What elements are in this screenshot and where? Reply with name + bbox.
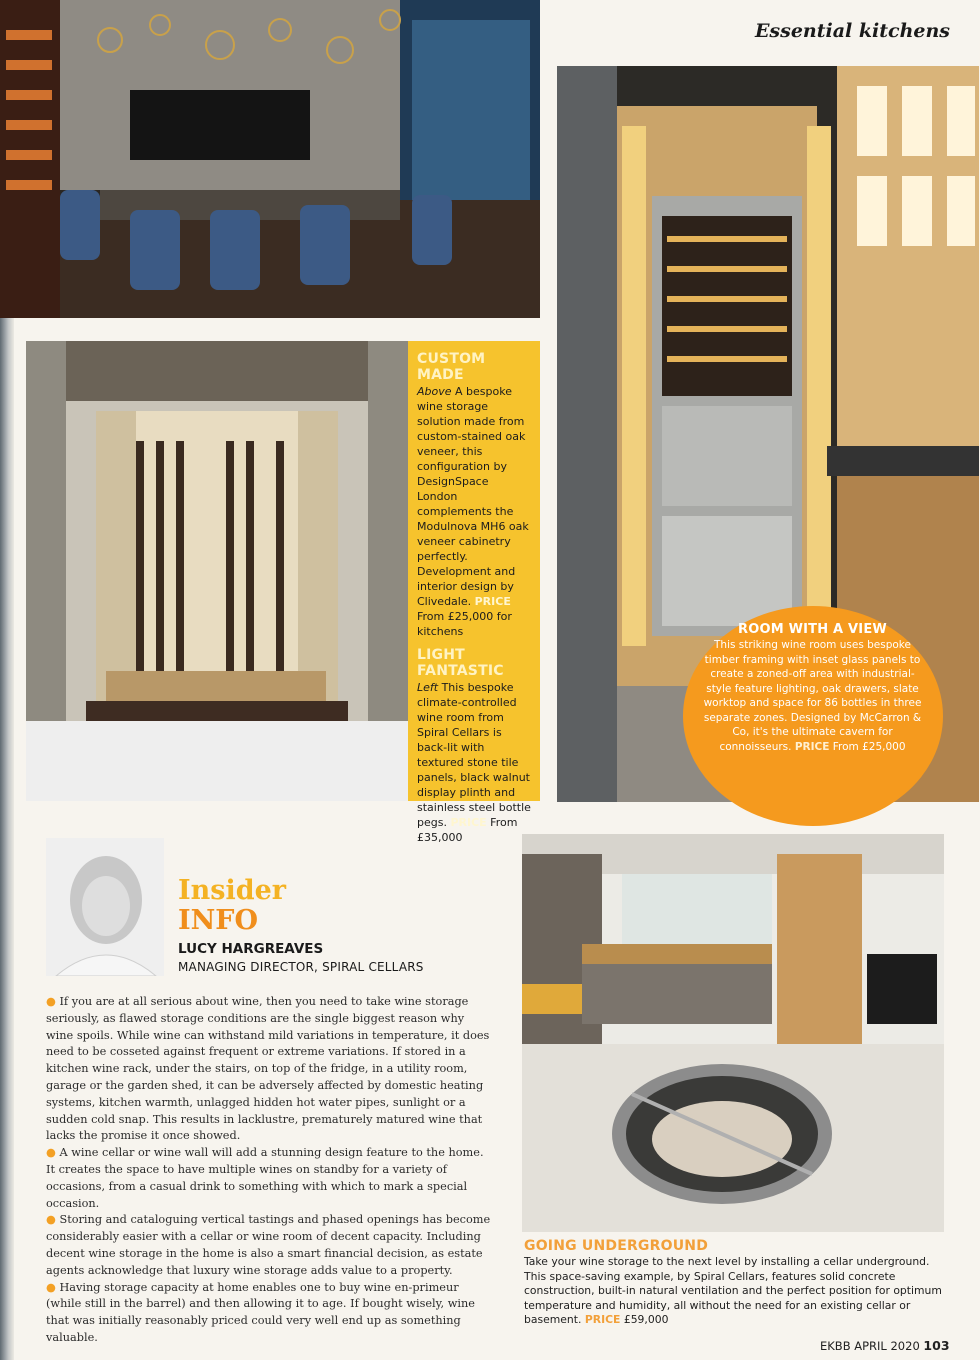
going-underground-text — [524, 1255, 949, 1328]
custom-made-price: From £25,000 for kitchens — [417, 610, 512, 638]
custom-made-price-label: PRICE — [474, 595, 511, 608]
room-with-a-view-caption — [700, 622, 925, 754]
bullet-icon: ● — [46, 995, 60, 1008]
insider-paragraph: ● If you are at all serious about wine, then you need to take wine storage seriously, as flawed storage conditions are the single biggest reason why wine spoils. While wine can withstand mild variations in temperature, it does need to be cosseted against frequent or extreme variations. If stored in a kitchen wine rack, under the stairs, on top of the fridge, in a utility room, garage or the garden shed, it can be adversely affected by domestic heating systems, kitchen warmth, unlagged hidden hot water pipes, sunlight or a sudden cold snap. This results in lacklustre, prematurely matured wine that lacks the promise it once showed. — [46, 995, 490, 1143]
light-fantastic-text — [417, 680, 532, 845]
custom-made-text — [417, 384, 532, 639]
dining-room-photo — [0, 0, 540, 318]
section-title: Essential kitchens — [754, 20, 950, 42]
author-role: MANAGING DIRECTOR, SPIRAL CELLARS — [178, 960, 424, 974]
going-underground-body: Take your wine storage to the next level by installing a cellar underground. This space-saving example, by Spiral Cellars, features solid concrete construction, built-in natural ventilation and the perfect position for optimum temperature and humidity, all without the need for an existing cellar or basement. — [524, 1255, 942, 1326]
insider-title-line1: Insider — [178, 875, 286, 906]
light-fantastic-body: This bespoke climate-controlled wine room from Spiral Cellars is back-lit with textured stone tile panels, black walnut display plinth and stainless steel bottle pegs. — [417, 681, 531, 829]
spiral-cellar-kitchen-photo — [522, 834, 944, 1232]
lucy-hargreaves-portrait — [46, 838, 164, 976]
room-with-a-view-body: This striking wine room uses bespoke timber framing with inset glass panels to create a zoned-off area with industrial-style feature lighting, oak drawers, slate worktop and space for 86 bottles in three separate zones. Designed by McCarron & Co, it's the ultimate cavern for connoisseurs. — [703, 639, 922, 753]
light-fantastic-price: From £35,000 — [417, 816, 518, 844]
insider-paragraph: ● Storing and cataloguing vertical tastings and phased openings has become considerably easier with a cellar or wine room of decent capacity. Including decent wine storage in the home is also a smart financial decision, as estate agents acknowledge that luxury wine storage adds value to a property. — [46, 1213, 491, 1277]
custom-made-heading: CUSTOM MADE — [417, 351, 486, 383]
insider-body-text — [46, 994, 492, 1347]
page-footer — [820, 1338, 950, 1353]
author-name: LUCY HARGREAVES — [178, 941, 324, 957]
going-underground-price: £59,000 — [620, 1313, 669, 1326]
bullet-icon: ● — [46, 1213, 60, 1227]
insider-info-title — [178, 876, 286, 936]
insider-paragraph: ● A wine cellar or wine wall will add a stunning design feature to the home. It creates the space to have multiple wines on standby for a variety of occasions, from a casual drink to something with which to mark a special occasion. — [46, 1146, 484, 1210]
publication-name: EKBB APRIL 2020 — [820, 1339, 920, 1353]
glass-wine-room-photo — [26, 341, 408, 801]
room-with-a-view-price: From £25,000 — [829, 740, 906, 753]
custom-made-lead: Above — [417, 385, 452, 398]
bullet-icon: ● — [46, 1146, 60, 1160]
page-number: 103 — [923, 1338, 950, 1353]
room-with-a-view-text — [700, 638, 925, 754]
insider-title-line2: INFO — [178, 905, 258, 936]
going-underground-caption — [524, 1238, 949, 1328]
light-fantastic-heading: LIGHT FANTASTIC — [417, 647, 504, 679]
room-with-a-view-price-label: PRICE — [794, 740, 830, 753]
light-fantastic-lead: Left — [417, 681, 439, 694]
light-fantastic-price-label: PRICE — [450, 816, 487, 829]
bullet-icon: ● — [46, 1280, 60, 1294]
custom-made-body: A bespoke wine storage solution made from custom-stained oak veneer, this configuration by DesignSpace London complements the Modulnova MH6 oak veneer cabinetry perfectly. Development and interior design by Clivedale. — [417, 385, 529, 608]
insider-paragraph: ● Having storage capacity at home enables one to buy wine en-primeur (while still in the barrel) and then allowing it to age. If bought wisely, wine that was initially reasonably priced could very well end up as something valuable. — [46, 1280, 475, 1344]
going-underground-heading: GOING UNDERGROUND — [524, 1238, 709, 1254]
caption-box-yellow — [408, 341, 540, 844]
going-underground-price-label: PRICE — [584, 1313, 621, 1326]
room-with-a-view-heading: ROOM WITH A VIEW — [738, 622, 887, 637]
